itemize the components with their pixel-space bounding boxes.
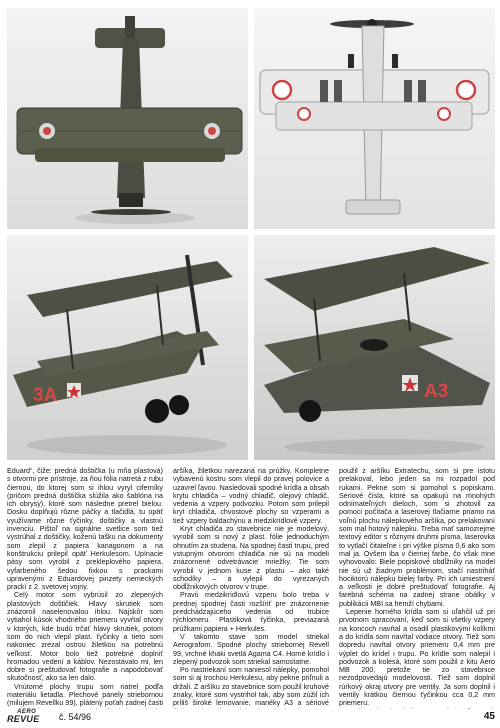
paragraph: Eduard“, čiže: predná doštička (u mňa plastová) s otvormi pre prístroje, za ňou fólia natretá z rubu čiernou, do ktorej som si ihlou vyryl ciferníky (pričom predná doštička slúžila ako šablóna na ich obrysy), ktoré som následne pretrel bielou. Dosku doplňujú rôzne páčky a tlačidlá, tu opäť využívame rôzne ťyčinky, doštičky a vlastnú invenciu. Pištoľ na signálne svetlice som tiež vystrúhal z doštičky, koženú tašku na dokumenty som zlepil z papiera kanagonom a na konštrukciu prilepil opäť Herkulesom. Upínacie pásy som vyrobil z prekleplového papiera, vyfarbeného šedou fixkou s prackami upravenými z Eduardovej pinzety nemeckých prackí z 2. svetovej vojny. (7, 467, 163, 592)
photo-side-view-a3 (254, 235, 495, 460)
biplane-top-view-image (7, 8, 248, 229)
paragraph: Po nastriekaní som naniesol nálepky, pomohol som si aj trochou Herkulesu, aby pekne priľnuli a držali. Z aršíku zo stavebnice som použil kruhové znaky, ktoré som vystrihol tak, aby som zúžil ich príliš široké lemovanie, manéky A3 a sériové (173, 666, 329, 708)
article-column-2 (173, 467, 329, 709)
paragraph: Lepenie horného krídla som si uľahčil už pri prvotnom spracovaní, keď som si všetky vzpery na koncoch navŕtal a osadil plastikovými kolíkmi a do krídla som navŕtal vodiace otvory. Tiež som dopredu navŕtal otvory priemeru 0,4 mm pre výplet do krídel i trupu. Po krídle som nalepil i podvozok a kolesá, ktoré som použil z kitu Aero MB 200, pretože tie zo stavebnice nezodpovedajú modelovosti. Tiež som doplnil rúrkový okraj otvory pre ventily. Ja som doplnil i ventily krátkou čiernou ťyčinkou cca 0,2 mm priemeru. (339, 608, 495, 708)
paragraph: Pravú medzikrídlovú vzperu bolo treba v prednej spodnej časti rozšíriť pre znázornenie predchádzajúceho vedenia od trubice rýchlomeru. Plastiková ťyčinka, previazaná prúžkami papiera + Herkules. (173, 591, 329, 633)
photo-bottom-view (254, 8, 495, 229)
photo-top-view (7, 8, 248, 229)
paragraph (339, 708, 495, 709)
paragraph: Vnútorné plochy trupu som natrel podľa materiálu lietadla. Plechové panely striebornou (milujem Revellku 99), plátený poťah zadnej časti (7, 682, 163, 708)
paragraph: V takomto stave som model striekal Aerografom. Spodné plochy striebornej Revell 99, vrchné khaki svetlá Agama C4. Horné krídlo i zlepený podvozok som striekal samostatne. (173, 632, 329, 666)
article-column-1 (7, 467, 163, 709)
logo-top-text: AERO (17, 709, 37, 715)
issue-number: č. 54/96 (59, 712, 92, 722)
biplane-side-view-image (7, 235, 248, 460)
logo-bottom-text: REVUE (7, 714, 40, 724)
article-column-3 (339, 467, 495, 709)
article-body (7, 467, 495, 709)
page-footer (7, 711, 495, 725)
fuselage-marking: A3 (424, 381, 449, 402)
paragraph: Celý motor som vybrúsil zo zlepených plastových doštičiek. Hlavy skrutiek som znázornil naselenovalou ihlou. Najskôr som vytiahol kúsok vhodného priemeru vyvŕtal otvory v ktorých, kde budú trčať hlavy skrutiek, potom som do nich vlepil plast. ťyčinky a tieto som nakoniec zrezal ostrou žiletkou na potrebnú veľkosť. Motor bolo tiež potrebné doplniť hromadou vedení a káblov. Nezostávalo mi, len dobre si preštudovať fotografie a napodobovať skutočnosť, ako sa len dalo. (7, 591, 163, 683)
paragraph: použil z aršíku Extratechu, som si pre istotu prelakoval, lebo jeden sa mi rozpadol pod rukami. Pekne som si pomohol s popiskami. Sériové čísla, ktoré sa opakujú na mnohých odnímateľných dieloch, som si zhotovil za pomoci počítača a laserovej tlačiarne priamo na voľnú plochu nálepkového aršíka, po prelakovaní som mal hotový nálepku. Treba mať samozrejme textový editor s rôznymi druhmi písma, laserovka to vytlačí čitateľne i pri výške písma 0,6 ako som mal ja. Ovšem iba v čiernej farbe, čo však mne vyhovovalo: Biele popiskové obdĺžniky na model nie sú už žiadnym problémom, stačí nastriháť hociktorú nálepku bielej farby. Pri ich umiestnení a veľkosti je dobré preštudovať fotografie. Aj farebná schéma na zadnej strane obálky v publikácii MBI sa hemží chybami. (339, 467, 495, 608)
page-number: 45 (483, 711, 495, 722)
aero-revue-logo (7, 709, 51, 725)
paragraph: aršíka, žiletkou narezaná na prúžky. Kompletne vybavenú kostru som vlepil do pravej polovice a uzavrel ľavou. Nasledovali spodné krídla a obsah krytu chladiča – vodný chladič, olejový chladič, vedenia a vzpery podvozku. Potom som prilepil kryt chladiča, chvostové plochy so vzperami a tiež vzpery baldachýnu a medzikrídlové vzpery. (173, 467, 329, 525)
fuselage-marking: 3A (33, 385, 58, 406)
paragraph: Kryt chladiča zo stavebnice nie je modelový, vyrobil som si nový z plast. fólie jednoduchým ohnutím za studena. Na spodnej časti trupu, pred vstupným otvorom chladiča nie sú na modeli znázornené odvetrávacie mriežky. Tie som vyrobil v jednom kuse z plastu – ako také schodíky – a vylepil do vyrezaných obdĺžnikových otvorov v trupe. (173, 525, 329, 592)
biplane-rear-view-image (254, 235, 495, 460)
biplane-bottom-view-image (254, 8, 495, 229)
photo-side-view-3a (7, 235, 248, 460)
